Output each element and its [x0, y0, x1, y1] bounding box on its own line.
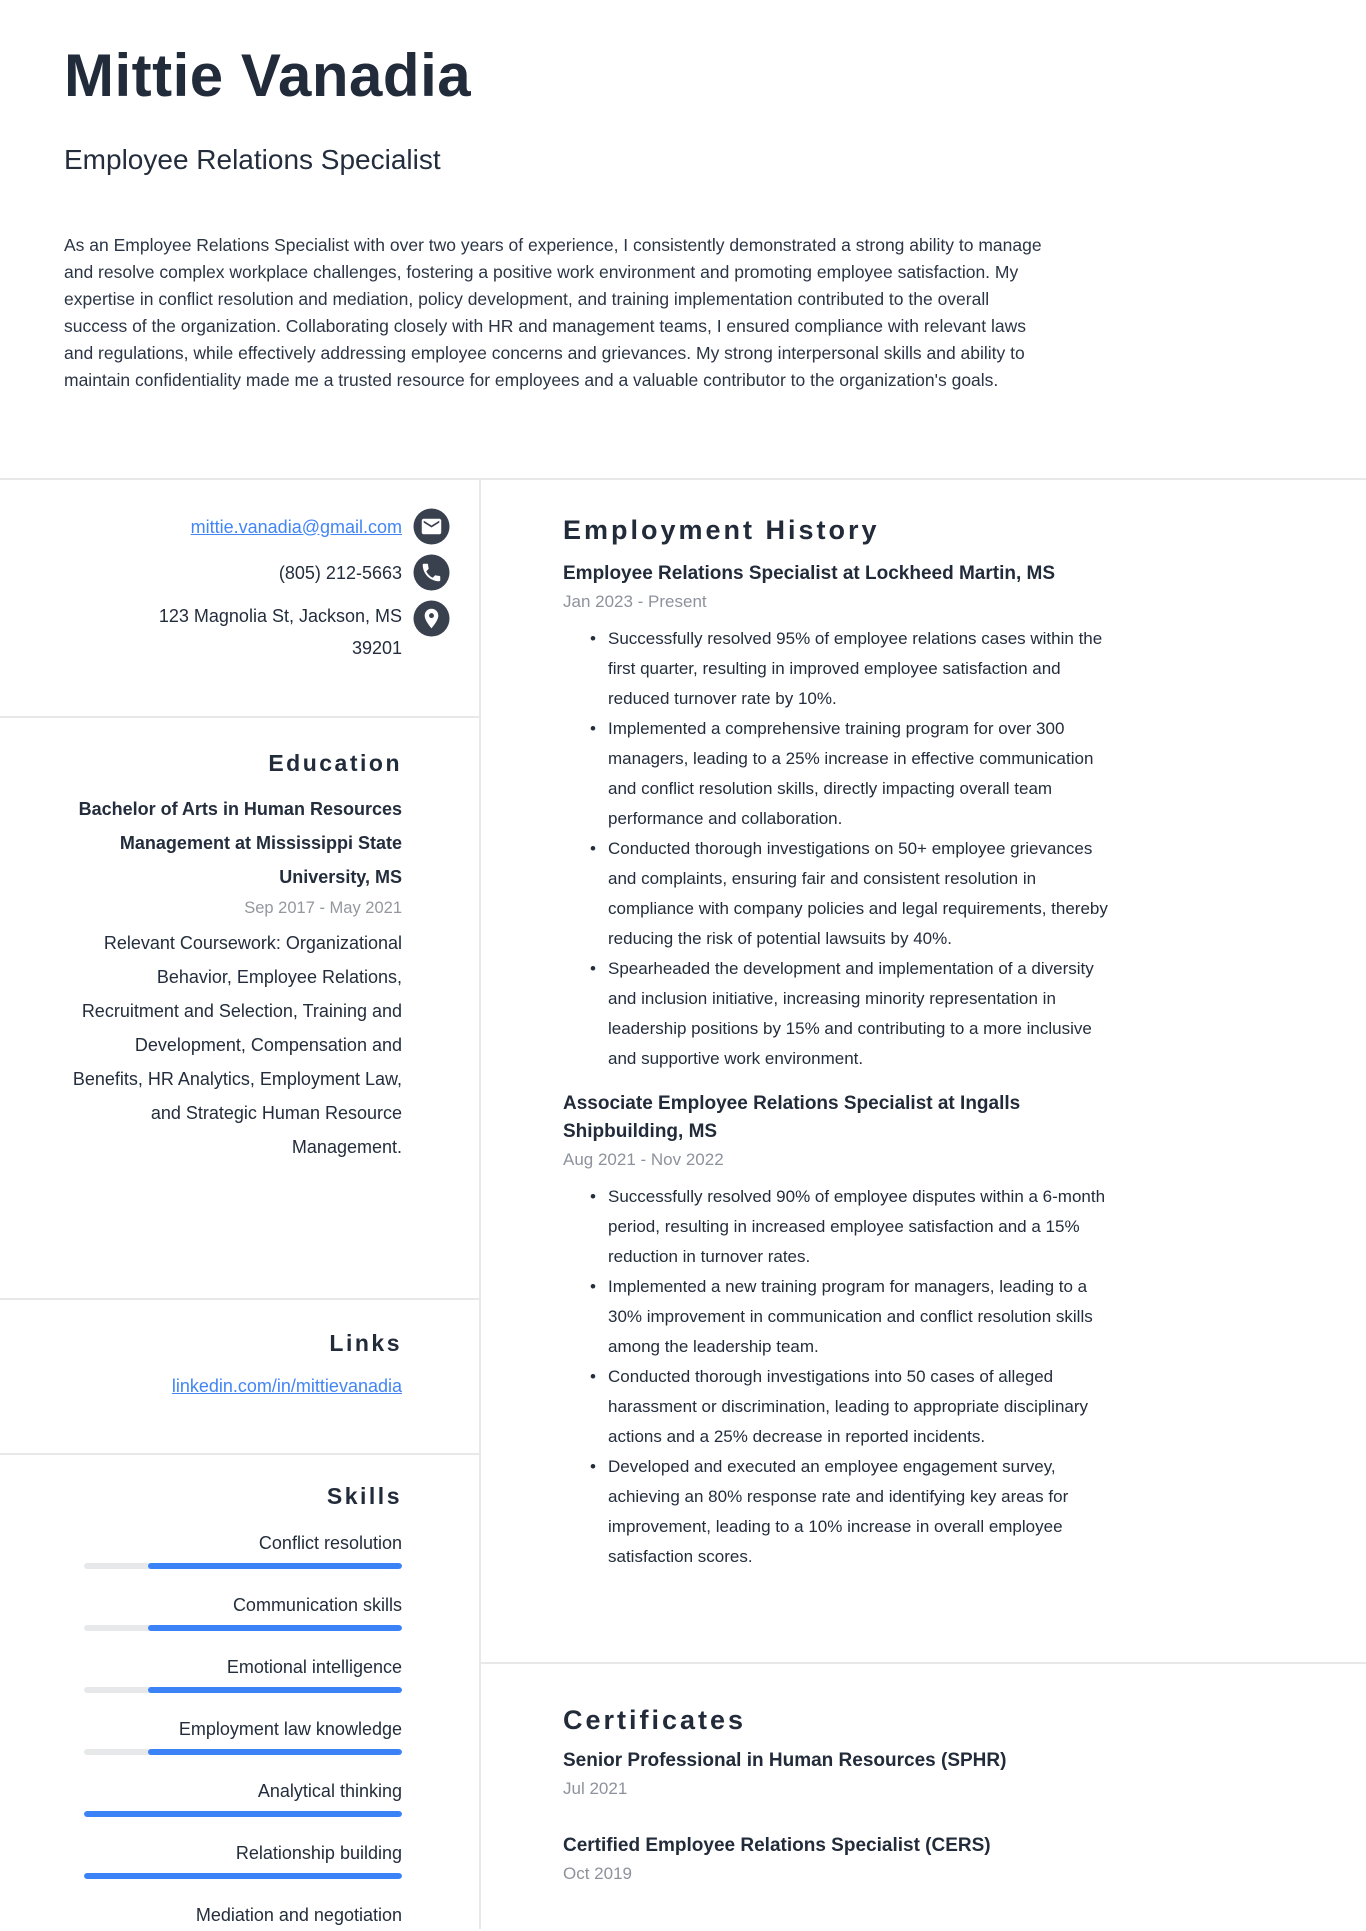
job-bullet: • Successfully resolved 95% of employee relations cases within the first quarter, resulting in improved employee satisfaction and reduced turnover rate by 10%.	[563, 624, 1108, 714]
skill-bar-fill	[148, 1625, 402, 1631]
job-bullet: • Developed and executed an employee engagement survey, achieving an 80% response rate and identifying key areas for improvement, leading to a 10% increase in overall employee satisfaction scores.	[563, 1452, 1108, 1572]
main-column	[481, 480, 1366, 1929]
phone-icon	[413, 554, 450, 591]
skill-bar	[84, 1687, 402, 1693]
skill-bar	[84, 1625, 402, 1631]
bullet-dot-icon: •	[590, 1457, 596, 1476]
job-title: Employee Relations Specialist at Lockheed Martin, MS	[563, 563, 1056, 584]
job-bullet: • Conducted thorough investigations on 50+ employee grievances and complaints, ensuring fair and consistent resolution in compliance with company policies and legal requirements, thereby reducing the risk of potential lawsuits by 40%.	[563, 834, 1108, 954]
mail-icon	[413, 508, 450, 545]
certificates-section	[481, 1662, 1366, 1931]
bullet-dot-icon: •	[590, 839, 596, 858]
certificate-entry	[563, 1748, 1108, 1801]
bullet-dot-icon: •	[590, 1367, 596, 1386]
job-entry	[563, 560, 1108, 1074]
skill-bar-fill	[84, 1873, 402, 1879]
education-heading: Education	[268, 750, 402, 776]
contact-section	[0, 480, 479, 716]
candidate-name: Mittie Vanadia	[64, 42, 472, 109]
bullet-dot-icon: •	[590, 959, 596, 978]
employment-history-section	[481, 480, 1366, 1662]
skill-bar	[84, 1811, 402, 1817]
certificate-title: Certified Employee Relations Specialist (CERS)	[563, 1835, 991, 1856]
skill-item	[60, 1779, 402, 1817]
skill-label: Analytical thinking	[257, 1781, 402, 1801]
skill-bar	[84, 1749, 402, 1755]
skill-label: Mediation and negotiation	[195, 1905, 402, 1925]
certificate-date: Jul 2021	[563, 1779, 628, 1798]
skill-bar-fill	[148, 1563, 402, 1569]
skill-bar-fill	[148, 1749, 402, 1755]
job-bullet: • Implemented a comprehensive training program for over 300 managers, leading to a 25% increase in effective communication and conflict resolution skills, directly impacting overall team performance and collaboration.	[563, 714, 1108, 834]
skill-item	[60, 1903, 402, 1931]
skill-item	[60, 1531, 402, 1569]
sidebar	[0, 480, 481, 1929]
job-title: Associate Employee Relations Specialist at Ingalls Shipbuilding, MS	[563, 1093, 1021, 1142]
job-entry	[563, 1090, 1108, 1572]
skill-label: Conflict resolution	[258, 1533, 402, 1553]
certificates-heading: Certificates	[563, 1705, 747, 1735]
skill-label: Employment law knowledge	[178, 1719, 402, 1739]
candidate-title: Employee Relations Specialist	[64, 144, 441, 175]
skill-bar-fill	[84, 1811, 402, 1817]
job-bullet: • Successfully resolved 90% of employee disputes within a 6-month period, resulting in increased employee satisfaction and a 15% reduction in turnover rates.	[563, 1182, 1108, 1272]
skill-label: Emotional intelligence	[226, 1657, 402, 1677]
bullet-dot-icon: •	[590, 1277, 596, 1296]
skills-section	[0, 1453, 479, 1931]
employment-history-heading: Employment History	[563, 515, 880, 545]
skill-item	[60, 1717, 402, 1755]
skill-label: Relationship building	[235, 1843, 402, 1863]
job-bullet: • Implemented a new training program for managers, leading to a 30% improvement in communication and conflict resolution skills among the leadership team.	[563, 1272, 1108, 1362]
bullet-dot-icon: •	[590, 629, 596, 648]
skill-item	[60, 1841, 402, 1879]
education-coursework: Relevant Coursework: Organizational Behavior, Employee Relations, Recruitment and Selection, Training and Development, Compensation and Benefits, HR Analytics, Employment Law, and Strategic Human Resource Management.	[72, 933, 402, 1157]
job-dates: Aug 2021 - Nov 2022	[563, 1150, 724, 1169]
skill-bar	[84, 1563, 402, 1569]
contact-row-email	[60, 508, 450, 545]
contact-row-phone	[60, 554, 450, 591]
job-bullet-list	[563, 624, 1108, 1074]
certificate-title: Senior Professional in Human Resources (SPHR)	[563, 1750, 1007, 1771]
skill-bar	[84, 1873, 402, 1879]
email-link[interactable]: mittie.vanadia@gmail.com	[190, 516, 402, 537]
skill-bar-fill	[148, 1687, 402, 1693]
address-line-2: 39201	[351, 638, 402, 658]
skill-item	[60, 1655, 402, 1693]
skill-label: Communication skills	[232, 1595, 402, 1615]
bullet-dot-icon: •	[590, 1187, 596, 1206]
phone-number: (805) 212-5663	[278, 562, 402, 583]
linkedin-link[interactable]: linkedin.com/in/mittievanadia	[171, 1376, 402, 1396]
skills-heading: Skills	[326, 1483, 402, 1509]
contact-row-address	[60, 600, 450, 664]
education-degree: Bachelor of Arts in Human Resources Management at Mississippi State University, MS	[78, 799, 402, 887]
certificate-entry	[563, 1833, 1108, 1886]
education-dates: Sep 2017 - May 2021	[244, 899, 402, 917]
resume-header	[0, 0, 1366, 478]
job-dates: Jan 2023 - Present	[563, 592, 707, 611]
education-section	[0, 716, 479, 1298]
skill-item	[60, 1593, 402, 1631]
location-pin-icon	[413, 600, 450, 637]
job-bullet: • Spearheaded the development and implementation of a diversity and inclusion initiative, increasing minority representation in leadership positions by 15% and contributing to a more inclusive and supportive work environment.	[563, 954, 1108, 1074]
postal-address	[159, 600, 402, 664]
address-line-1: 123 Magnolia St, Jackson, MS	[158, 606, 402, 626]
job-bullet-list	[563, 1182, 1108, 1572]
links-heading: Links	[329, 1330, 402, 1356]
resume-body	[0, 478, 1366, 1929]
bullet-dot-icon: •	[590, 719, 596, 738]
certificate-date: Oct 2019	[563, 1864, 632, 1883]
profile-summary: As an Employee Relations Specialist with over two years of experience, I consistently demonstrated a strong ability to manage and resolve complex workplace challenges, fostering a positive work environment and promoting employee satisfaction. My expertise in conflict resolution and mediation, policy development, and training implementation contributed to the overall success of the organization. Collaborating closely with HR and management teams, I ensured compliance with relevant laws and regulations, while effectively addressing employee concerns and grievances. My strong interpersonal skills and ability to maintain confidentiality made me a trusted resource for employees and a valuable contributor to the organization's goals.	[64, 235, 1042, 390]
links-section	[0, 1298, 479, 1453]
job-bullet: • Conducted thorough investigations into 50 cases of alleged harassment or discrimination, leading to appropriate disciplinary actions and a 25% decrease in reported incidents.	[563, 1362, 1108, 1452]
